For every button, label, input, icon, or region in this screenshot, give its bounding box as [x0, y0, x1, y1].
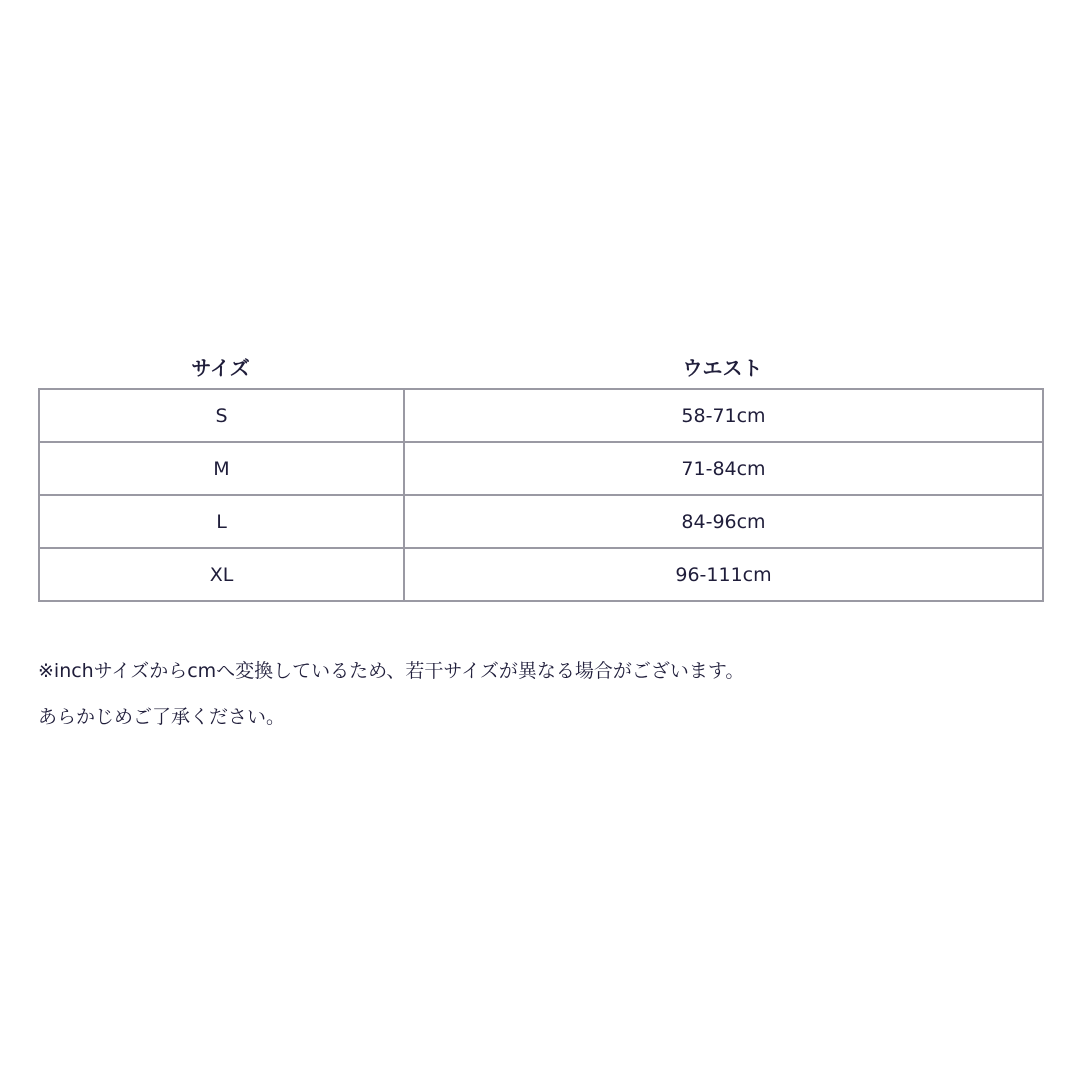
acknowledgement-note: あらかじめご了承ください。 — [38, 706, 286, 728]
waist-cell: 71-84cm — [404, 442, 1043, 495]
size-chart-header — [38, 345, 1042, 388]
table-row — [39, 442, 1043, 495]
size-chart — [38, 345, 1042, 602]
conversion-note: ※inchサイズからcmへ変換しているため、若干サイズが異なる場合がございます。 — [38, 660, 745, 682]
size-column-header: サイズ — [191, 356, 250, 380]
table-row — [39, 495, 1043, 548]
size-cell: M — [39, 442, 404, 495]
size-cell: S — [39, 389, 404, 442]
size-table — [38, 388, 1044, 602]
waist-cell: 58-71cm — [404, 389, 1043, 442]
waist-cell: 84-96cm — [404, 495, 1043, 548]
table-row — [39, 548, 1043, 601]
waist-cell: 96-111cm — [404, 548, 1043, 601]
size-cell: XL — [39, 548, 404, 601]
waist-column-header: ウエスト — [682, 356, 763, 380]
table-row — [39, 389, 1043, 442]
size-cell: L — [39, 495, 404, 548]
